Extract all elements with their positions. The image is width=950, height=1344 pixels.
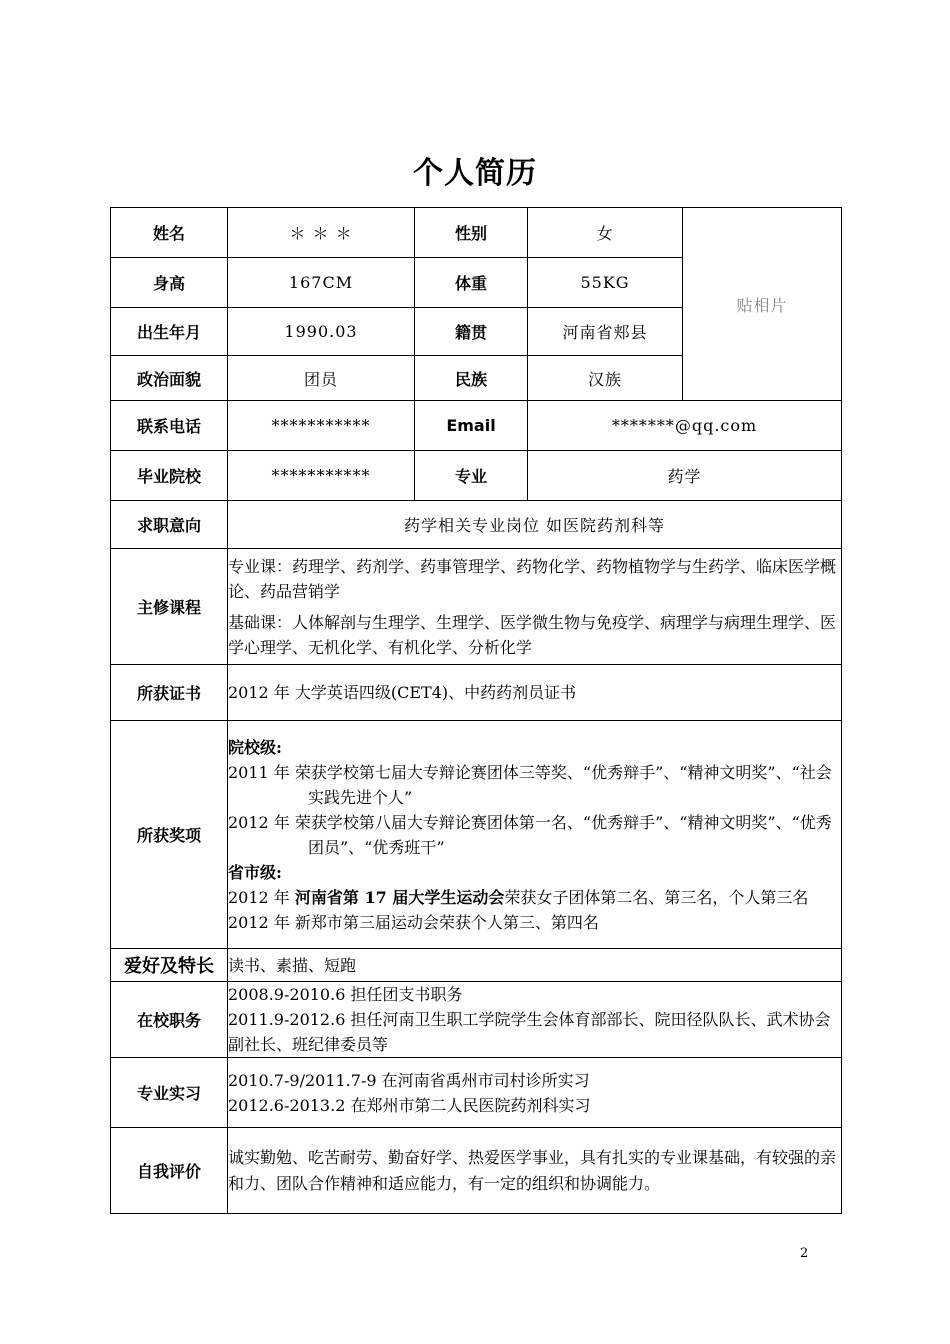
name-value: ＊ ＊ ＊: [228, 208, 415, 258]
award-event: 河南省第 17 届大学生运动会: [294, 887, 505, 907]
page-title: 个人简历: [413, 156, 537, 191]
hobbies-value: 读书、素描、短跑: [228, 949, 842, 982]
certs-label: 所获证书: [111, 665, 228, 721]
height-value: 167CM: [228, 258, 415, 308]
position-item: 2008.9-2010.6 担任团支书职务: [228, 985, 463, 1004]
courses-label: 主修课程: [111, 549, 228, 665]
award-year: 2012 年: [228, 887, 295, 907]
certs-value: 2012 年 大学英语四级(CET4)、中药药剂员证书: [228, 665, 842, 721]
email-value: *******@qq.com: [528, 401, 842, 451]
basic-courses: 基础课：人体解剖与生理学、生理学、医学微生物与免疫学、病理学与病理生理学、医学心理学、无机化学、有机化学、分析化学: [228, 612, 837, 657]
internship-item: 2012.6-2013.2 在郑州市第二人民医院药剂科实习: [228, 1095, 591, 1115]
school-value: ***********: [228, 451, 415, 501]
award-item: 2012 年 新郑市第三届运动会荣获个人第三、第四名: [228, 912, 599, 932]
native-value: 河南省郏县: [528, 308, 683, 356]
weight-value: 55KG: [528, 258, 683, 308]
ethnic-label: 民族: [415, 356, 528, 401]
school-level-heading: 院校级:: [228, 737, 282, 757]
phone-value: ***********: [228, 401, 415, 451]
name-label: 姓名: [111, 208, 228, 258]
internship-item: 2010.7-9/2011.7-9 在河南省禹州市司村诊所实习: [228, 1070, 590, 1090]
email-label: Email: [415, 401, 528, 451]
intent-label: 求职意向: [111, 501, 228, 549]
positions-label: 在校职务: [111, 982, 228, 1058]
political-value: 团员: [228, 356, 415, 401]
courses-content: [228, 549, 842, 665]
birth-value: 1990.03: [228, 308, 415, 356]
photo-placeholder: 贴相片: [683, 208, 842, 401]
award-detail: 荣获女子团体第二名、第三名，个人第三名: [504, 887, 809, 907]
height-label: 身高: [111, 258, 228, 308]
positions-content: [228, 982, 842, 1058]
birth-label: 出生年月: [111, 308, 228, 356]
self-eval-label: 自我评价: [111, 1128, 228, 1214]
weight-label: 体重: [415, 258, 528, 308]
major-courses: 专业课：药理学、药剂学、药事管理学、药物化学、药物植物学与生药学、临床医学概论、药品营销学: [228, 556, 837, 601]
award-item: 2012 年 荣获学校第八届大专辩论赛团体第一名、“优秀辩手”、“精神文明奖”、“优秀团员”、“优秀班干”: [228, 812, 832, 857]
province-level-heading: 省市级:: [228, 862, 282, 882]
awards-label: 所获奖项: [111, 721, 228, 949]
award-item: [228, 885, 841, 910]
intent-value: 药学相关专业岗位 如医院药剂科等: [228, 501, 842, 549]
award-item: 2011 年 荣获学校第七届大专辩论赛团体三等奖、“优秀辩手”、“精神文明奖”、“社会实践先进个人”: [228, 762, 832, 807]
gender-value: 女: [528, 208, 683, 258]
resume-table: [110, 207, 842, 1214]
page-number: 2: [800, 1246, 809, 1261]
self-eval-value: 诚实勤勉、吃苦耐劳、勤奋好学、热爱医学事业，具有扎实的专业课基础，有较强的亲和力、团队合作精神和适应能力，有一定的组织和协调能力。: [228, 1128, 842, 1214]
native-label: 籍贯: [415, 308, 528, 356]
ethnic-value: 汉族: [528, 356, 683, 401]
awards-content: [228, 721, 842, 949]
school-label: 毕业院校: [111, 451, 228, 501]
internship-content: [228, 1058, 842, 1128]
major-label: 专业: [415, 451, 528, 501]
phone-label: 联系电话: [111, 401, 228, 451]
political-label: 政治面貌: [111, 356, 228, 401]
hobbies-label: 爱好及特长: [111, 949, 228, 982]
internship-label: 专业实习: [111, 1058, 228, 1128]
position-item: 2011.9-2012.6 担任河南卫生职工学院学生会体育部部长、院田径队队长、武术协会副社长、班纪律委员等: [228, 1010, 831, 1054]
major-value: 药学: [528, 451, 842, 501]
gender-label: 性别: [415, 208, 528, 258]
